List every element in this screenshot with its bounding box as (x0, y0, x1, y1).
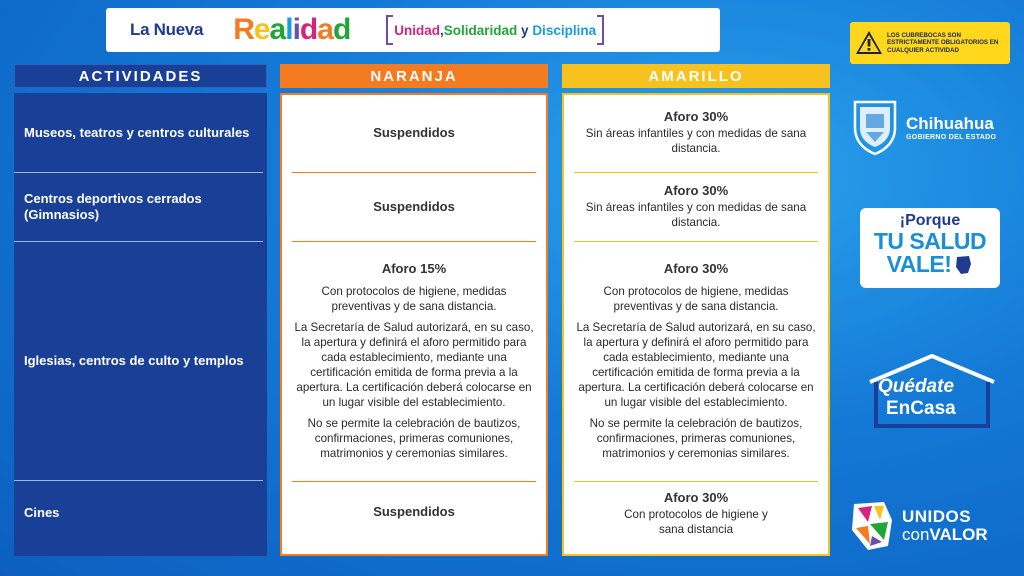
chihuahua-name: Chihuahua (906, 113, 994, 133)
status-title: Aforo 30% (663, 260, 729, 276)
detail-paragraph: Con protocolos de higiene, medidas preventivas y de sana distancia. (603, 284, 789, 313)
unidos-con: con (902, 525, 930, 544)
status-title: Aforo 30% (663, 490, 729, 506)
amarillo-cines (564, 482, 828, 546)
slogan-sep2: y (517, 22, 533, 38)
detail-paragraph: No se permite la celebración de bautizos, confirmaciones, primeras comuniones, matrimonios y ceremonias similares. (307, 417, 521, 461)
salud-line3: VALE! (886, 251, 952, 277)
naranja-cines (282, 482, 546, 542)
salud-badge (860, 208, 1000, 288)
brand-title-letter: d (299, 13, 318, 46)
unidos-line1: UNIDOS (902, 507, 972, 527)
detail-paragraph: Con protocolos de higiene, medidas preventivas y de sana distancia. (321, 284, 507, 313)
naranja-gimnasios (282, 173, 546, 241)
status-title: Aforo 30% (663, 109, 729, 125)
brand-title-letter: a (269, 13, 286, 46)
state-mosaic-icon (850, 500, 896, 552)
unidos-line2 (902, 526, 988, 544)
unidos-con-valor-logo (850, 496, 1020, 556)
header-amarillo: AMARILLO (562, 64, 830, 88)
brand-title-letter: d (332, 13, 351, 46)
status-title: Aforo 30% (663, 183, 729, 199)
naranja-column (280, 93, 548, 556)
amarillo-museos (564, 95, 828, 171)
detail-text: Sin áreas infantiles y con medidas de sana distancia. (585, 127, 807, 156)
brand-title-letter: i (292, 13, 300, 46)
header-banner (106, 8, 720, 52)
detail-paragraph: La Secretaría de Salud autorizará, en su caso, la apertura y definirá el aforo permitido para cada establecimiento, mediante una certificación emitida de forma previa a la apertura. La certificación deberá colocarse en un lugar visible del establecimiento. (576, 320, 816, 410)
activity-cines: Cines (24, 505, 60, 521)
status-title: Suspendidos (373, 198, 455, 214)
brand-title-letter: l (285, 13, 293, 46)
quedate-en-casa-logo (864, 352, 1000, 430)
naranja-iglesias (282, 242, 546, 480)
chihuahua-subtitle: GOBIERNO DEL ESTADO (906, 133, 997, 141)
salud-line2: TU SALUD (873, 228, 987, 254)
activity-iglesias: Iglesias, centros de culto y templos (24, 352, 244, 368)
brand-title (233, 15, 350, 45)
unidos-valor: VALOR (929, 525, 988, 544)
mask-warning (850, 22, 1010, 64)
header-naranja: NARANJA (280, 64, 548, 88)
status-title: Aforo 15% (381, 260, 447, 276)
brand-title-letter: a (317, 13, 333, 46)
amarillo-column (562, 93, 830, 556)
chihuahua-logo (850, 96, 1020, 158)
activity-gimnasios: Centros deportivos cerrados (Gimnasios) (24, 190, 202, 222)
detail-paragraph: La Secretaría de Salud autorizará, en su caso, la apertura y definirá el aforo permitido para cada establecimiento, mediante una certificación emitida de forma previa a la apertura. La certificación deberá colocarse en un lugar visible del establecimiento. (294, 320, 534, 410)
activities-column (14, 93, 267, 556)
slogan-sep1: , (440, 22, 444, 38)
quedate-line2: EnCasa (886, 398, 956, 419)
warning-text: LOS CUBREBOCAS SON ESTRICTAMENTE OBLIGATORIOS EN CUALQUIER ACTIVIDAD (887, 31, 999, 54)
amarillo-gimnasios (564, 173, 828, 241)
slogan-unidad: Unidad (394, 22, 441, 38)
brand-title-letter: e (253, 13, 270, 46)
state-map-icon (955, 255, 973, 275)
slogan-disciplina: Disciplina (532, 22, 597, 38)
salud-line3-wrap (860, 253, 1000, 276)
warning-triangle-icon (854, 28, 884, 58)
slogan-solidaridad: Solidaridad (443, 22, 518, 38)
status-title: Suspendidos (373, 124, 455, 140)
slogan (386, 15, 604, 45)
activity-museos: Museos, teatros y centros culturales (24, 124, 250, 140)
brand-prefix: La Nueva (130, 20, 204, 39)
state-shield-icon (850, 98, 900, 156)
brand-title-letter: R (233, 13, 254, 46)
detail-paragraph: No se permite la celebración de bautizos, confirmaciones, primeras comuniones, matrimonios y ceremonias similares. (589, 417, 803, 461)
header-actividades: ACTIVIDADES (14, 64, 267, 88)
status-title: Suspendidos (373, 503, 455, 519)
naranja-museos (282, 95, 546, 171)
detail-text: Con protocolos de higiene y sana distancia (624, 508, 768, 537)
quedate-line1: Quédate (878, 376, 955, 397)
salud-line1: ¡Porque (899, 212, 961, 229)
detail-text: Sin áreas infantiles y con medidas de sana distancia. (585, 201, 807, 230)
amarillo-iglesias (564, 242, 828, 480)
